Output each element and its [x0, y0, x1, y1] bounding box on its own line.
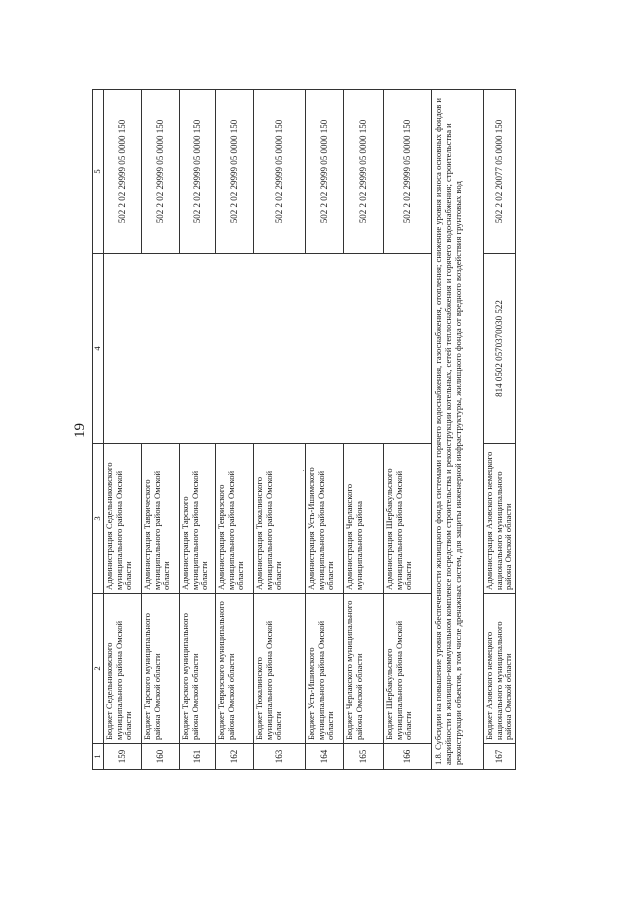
table-row	[104, 90, 142, 770]
table-row	[384, 90, 432, 770]
budget-cell: Бюджет Усть-Ишимского муниципального района Омской области	[306, 594, 344, 744]
table-row	[484, 90, 516, 770]
row-number: 161	[180, 744, 216, 770]
budget-cell: Бюджет Тарского муниципального района Омской области	[180, 594, 216, 744]
code5-cell: 502 2 02 29999 05 0000 150	[216, 90, 254, 254]
code4-cell	[306, 254, 344, 444]
row-number: 164	[306, 744, 344, 770]
header-row	[93, 90, 104, 770]
code5-cell: 502 2 02 29999 05 0000 150	[254, 90, 306, 254]
admin-cell: Администрация Тевризского муниципального района Омской области	[216, 444, 254, 594]
budget-cell: Бюджет Черлакского муниципального района Омской области	[344, 594, 384, 744]
row-number: 160	[142, 744, 180, 770]
budget-cell: Бюджет Тевризского муниципального района Омской области	[216, 594, 254, 744]
budget-cell: Бюджет Шербакульского муниципального района Омской области	[384, 594, 432, 744]
budget-table-rotated	[92, 90, 514, 770]
table-row	[216, 90, 254, 770]
row-number: 166	[384, 744, 432, 770]
section-heading: 1.8. Субсидии на повышение уровня обеспеченности жилищного фонда системами горячего водоснабжения, газоснабжения, отопления; снижение уровня износа основных фондов и аварийности в жилищно-коммунальном комплексе посредством строительства и реконструкции котельных, сетей теплоснабжения и горячего водоснабжения; строительства и реконструкции объектов, в том числе дренажных систем, для защиты инженерной инфраструктуры, жилищного фонда от вредного воздействия грунтовых вод	[432, 90, 484, 770]
table-row	[142, 90, 180, 770]
row-number: 165	[344, 744, 384, 770]
code4-cell	[216, 254, 254, 444]
admin-cell: Администрация Шербакульского муниципального района Омской области	[384, 444, 432, 594]
row-number: 162	[216, 744, 254, 770]
col-header-4: 4	[93, 254, 104, 444]
admin-cell: Администрация Таврического муниципального района Омской области	[142, 444, 180, 594]
col-header-2: 2	[93, 594, 104, 744]
code4-cell	[142, 254, 180, 444]
budget-table	[92, 89, 516, 770]
col-header-3: 3	[93, 444, 104, 594]
code4-cell	[344, 254, 384, 444]
code4-cell	[384, 254, 432, 444]
page-number: 19	[72, 423, 88, 438]
budget-cell: Бюджет Тюкалинского муниципального района Омской области	[254, 594, 306, 744]
budget-cell: Бюджет Азовского немецкого национального муниципального района Омской области	[484, 594, 516, 744]
code5-cell: 502 2 02 29999 05 0000 150	[344, 90, 384, 254]
code4-cell: 814 0502 0570370030 522	[484, 254, 516, 444]
code5-cell: 502 2 02 20077 05 0000 150	[484, 90, 516, 254]
code5-cell: 502 2 02 29999 05 0000 150	[384, 90, 432, 254]
code5-cell: 502 2 02 29999 05 0000 150	[142, 90, 180, 254]
code4-cell	[254, 254, 306, 444]
admin-cell: Администрация Тарского муниципального района Омской области	[180, 444, 216, 594]
section-row	[432, 90, 484, 770]
row-number: 167	[484, 744, 516, 770]
row-number: 163	[254, 744, 306, 770]
admin-cell: Администрация Азовского немецкого национального муниципального района Омской области	[484, 444, 516, 594]
row-number: 159	[104, 744, 142, 770]
code4-cell	[104, 254, 142, 444]
code5-cell: 502 2 02 29999 05 0000 150	[104, 90, 142, 254]
col-header-5: 5	[93, 90, 104, 254]
code5-cell: 502 2 02 29999 05 0000 150	[306, 90, 344, 254]
admin-cell: Администрация Усть-Ишимского муниципального района Омской области	[306, 444, 344, 594]
table-row	[306, 90, 344, 770]
budget-cell: Бюджет Седельниковского муниципального района Омской области	[104, 594, 142, 744]
table-row	[180, 90, 216, 770]
admin-cell: Администрация Черлакского муниципального района	[344, 444, 384, 594]
admin-cell: Администрация Седельниковского муниципального района Омской области	[104, 444, 142, 594]
table-row	[254, 90, 306, 770]
table-row	[344, 90, 384, 770]
col-header-1: 1	[93, 744, 104, 770]
admin-cell: Администрация Тюкалинского муниципального района Омской области	[254, 444, 306, 594]
budget-cell: Бюджет Тарского муниципального района Омской области	[142, 594, 180, 744]
code5-cell: 502 2 02 29999 05 0000 150	[180, 90, 216, 254]
code4-cell	[180, 254, 216, 444]
